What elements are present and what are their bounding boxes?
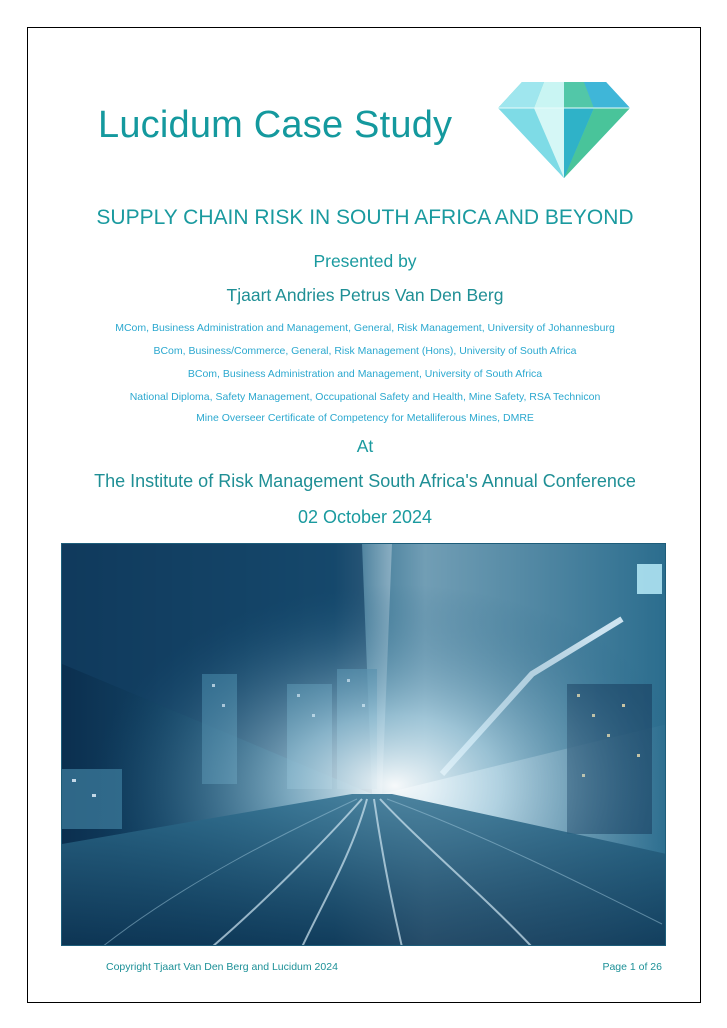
qualification-item: BCom, Business Administration and Management, University of South Africa (187, 368, 543, 380)
document-page (27, 27, 701, 1003)
qualification-item: Mine Overseer Certificate of Competency for Metalliferous Mines, DMRE (196, 412, 534, 424)
qualification-item: National Diploma, Safety Management, Occupational Safety and Health, Mine Safety, RSA Technicon (129, 391, 601, 403)
presentation-date: 02 October 2024 (297, 507, 433, 527)
qualification-item: MCom, Business Administration and Management, General, Risk Management, University of Johannesburg (115, 322, 615, 334)
footer-copyright: Copyright Tjaart Van Den Berg and Lucidum 2024 (106, 961, 338, 973)
at-label: At (356, 436, 374, 456)
conference-name: The Institute of Risk Management South Africa's Annual Conference (94, 471, 636, 491)
document-title: Lucidum Case Study (98, 104, 453, 146)
presented-by-label: Presented by (313, 251, 417, 271)
motion-blur-city-tunnel-image (61, 543, 666, 946)
author-name: Tjaart Andries Petrus Van Den Berg (226, 285, 504, 305)
document-subtitle: SUPPLY CHAIN RISK IN SOUTH AFRICA AND BEYOND (96, 206, 634, 229)
diamond-icon (494, 72, 634, 180)
footer-page-number: Page 1 of 26 (602, 961, 662, 973)
qualification-item: BCom, Business/Commerce, General, Risk Management (Hons), University of South Africa (153, 345, 577, 357)
